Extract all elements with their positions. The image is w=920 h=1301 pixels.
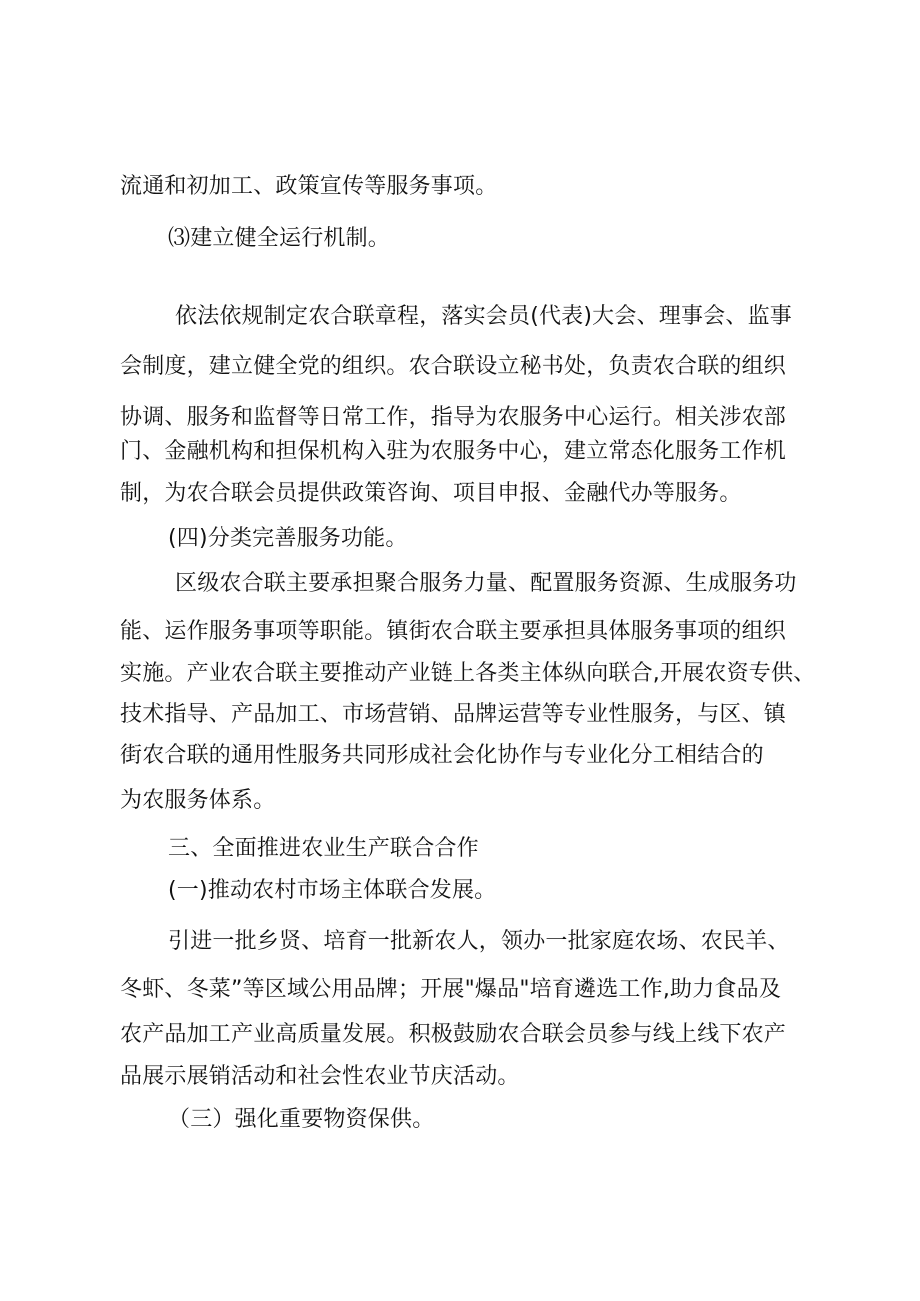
- text-line: 会制度，建立健全党的组织。农合联设立秘书处，负责农合联的组织: [120, 354, 787, 379]
- text-line: 实施。产业农合联主要推动产业链上各类主体纵向联合,开展农资专供、: [120, 661, 816, 686]
- text-line: 能、运作服务事项等职能。镇街农合联主要承担具体服务事项的组织: [120, 619, 787, 644]
- subheading: (四)分类完善服务功能。: [168, 526, 408, 551]
- text-line: 协调、服务和监督等日常工作，指导为农服务中心运行。相关涉农部: [120, 405, 787, 430]
- subheading: (一)推动农村市场主体联合发展。: [168, 878, 497, 903]
- text-line: 为农服务体系。: [120, 788, 276, 813]
- section-heading: 三、全面推进农业生产联合合作: [168, 836, 479, 861]
- text-line: 依法依规制定农合联章程，落实会员(代表)大会、理事会、监事: [175, 304, 792, 329]
- subheading: ⑶建立健全运行机制。: [168, 226, 391, 251]
- text-line: 冬虾、冬菜”等区域公用品牌；开展"爆品"培育遴选工作,助力食品及: [120, 977, 782, 1002]
- text-line: 技术指导、产品加工、市场营销、品牌运营等专业性服务，与区、镇: [120, 702, 787, 727]
- text-line: 品展示展销活动和社会性农业节庆活动。: [120, 1064, 520, 1089]
- subheading: （三）强化重要物资保供。: [168, 1107, 435, 1132]
- text-line: 街农合联的通用性服务共同形成社会化协作与专业化分工相结合的: [120, 743, 764, 768]
- text-line: 制，为农合联会员提供政策咨询、项目申报、金融代办等服务。: [120, 481, 742, 506]
- text-line: 流通和初加工、政策宣传等服务事项。: [120, 174, 498, 199]
- text-line: 农产品加工产业高质量发展。积极鼓励农合联会员参与线上线下农产: [120, 1022, 787, 1047]
- text-line: 区级农合联主要承担聚合服务力量、配置服务资源、生成服务功: [175, 571, 797, 596]
- text-line: 门、金融机构和担保机构入驻为农服务中心，建立常态化服务工作机: [120, 439, 787, 464]
- text-line: 引进一批乡贤、培育一批新农人，领办一批家庭农场、农民羊、: [168, 929, 790, 954]
